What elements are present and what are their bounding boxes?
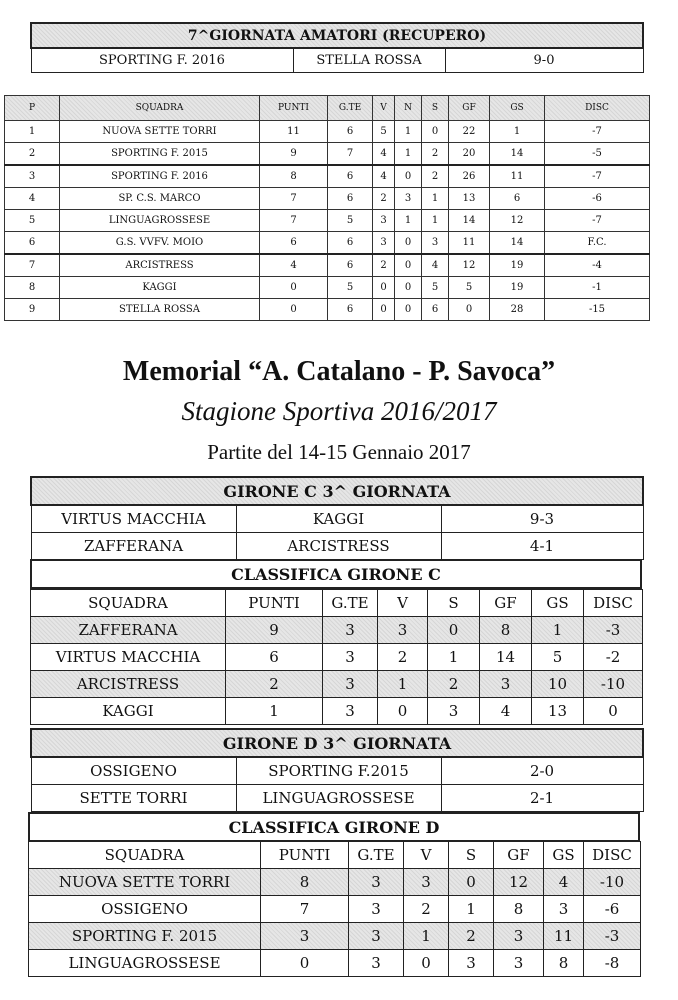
table-cell: 0 (404, 950, 449, 977)
table-row (5, 188, 650, 210)
match-row (31, 757, 643, 785)
table-cell: 12 (490, 210, 545, 232)
table-row (29, 896, 641, 923)
header-cell: DISC (584, 842, 641, 869)
girone-c-standings-table (30, 589, 643, 725)
standings-header-row (29, 842, 641, 869)
table-cell: -5 (545, 143, 650, 166)
girone-d-results (30, 728, 644, 812)
table-cell: 0 (395, 299, 422, 321)
match-row (31, 505, 643, 533)
table-cell: 6 (260, 232, 328, 255)
table-cell: 3 (5, 165, 60, 188)
table-cell: KAGGI (31, 698, 226, 725)
table-cell: 5 (422, 277, 449, 299)
table-cell: 8 (494, 896, 544, 923)
table-row (29, 950, 641, 977)
table-cell: 5 (328, 210, 373, 232)
table-cell: 1 (5, 121, 60, 143)
table-cell: 2 (378, 644, 428, 671)
header-cell: GS (544, 842, 584, 869)
table-cell: 14 (490, 232, 545, 255)
header-cell: GF (494, 842, 544, 869)
table-row (5, 277, 650, 299)
match-dates: Partite del 14-15 Gennaio 2017 (207, 440, 471, 464)
table-cell: -8 (584, 950, 641, 977)
table-cell: 8 (544, 950, 584, 977)
table-cell: 8 (261, 869, 349, 896)
table-cell: 3 (261, 923, 349, 950)
home-team: SETTE TORRI (31, 785, 236, 812)
table-row (31, 617, 643, 644)
table-cell: 1 (532, 617, 584, 644)
table-cell: 8 (5, 277, 60, 299)
home-team: VIRTUS MACCHIA (31, 505, 236, 533)
table-cell: 0 (373, 277, 395, 299)
table-cell: 6 (5, 232, 60, 255)
header-cell: P (5, 96, 60, 121)
away-team: STELLA ROSSA (293, 48, 445, 73)
table-cell: -10 (584, 869, 641, 896)
table-cell: 5 (5, 210, 60, 232)
table-cell: 28 (490, 299, 545, 321)
table-row (31, 671, 643, 698)
table-cell: 1 (404, 923, 449, 950)
girone-d-standings-heading (28, 812, 640, 842)
table-cell: 0 (261, 950, 349, 977)
table-cell: 19 (490, 254, 545, 277)
amatori-standings-table (4, 95, 650, 321)
table-cell: 8 (480, 617, 532, 644)
table-cell: 1 (395, 121, 422, 143)
table-cell: 6 (328, 121, 373, 143)
table-cell: 1 (422, 210, 449, 232)
header-cell: G.TE (349, 842, 404, 869)
table-cell: 5 (532, 644, 584, 671)
table-row (5, 121, 650, 143)
header-cell: GS (490, 96, 545, 121)
table-cell: LINGUAGROSSESE (29, 950, 261, 977)
header-cell: S (449, 842, 494, 869)
header-cell: GS (532, 590, 584, 617)
home-team: SPORTING F. 2016 (31, 48, 293, 73)
match-row (31, 785, 643, 812)
header-cell: G.TE (323, 590, 378, 617)
table-cell: SPORTING F. 2015 (29, 923, 261, 950)
table-cell: 9 (226, 617, 323, 644)
table-cell: 6 (422, 299, 449, 321)
table-cell: 1 (395, 143, 422, 166)
table-cell: 3 (378, 617, 428, 644)
table-cell: -1 (545, 277, 650, 299)
table-cell: 13 (532, 698, 584, 725)
table-cell: 3 (323, 617, 378, 644)
table-cell: 0 (422, 121, 449, 143)
standings-header-row (5, 96, 650, 121)
table-cell: 3 (323, 644, 378, 671)
table-cell: SPORTING F. 2015 (60, 143, 260, 166)
header-cell: GF (480, 590, 532, 617)
table-cell: 6 (328, 254, 373, 277)
header-cell: SQUADRA (31, 590, 226, 617)
table-cell: 2 (226, 671, 323, 698)
table-cell: 2 (422, 143, 449, 166)
table-cell: 2 (428, 671, 480, 698)
standings-title: CLASSIFICA GIRONE D (29, 813, 639, 841)
table-cell: 19 (490, 277, 545, 299)
table-cell: 3 (428, 698, 480, 725)
table-cell: NUOVA SETTE TORRI (29, 869, 261, 896)
table-cell: -3 (584, 923, 641, 950)
header-cell: S (422, 96, 449, 121)
header-cell: DISC (584, 590, 643, 617)
table-cell: SPORTING F. 2016 (60, 165, 260, 188)
table-cell: 22 (449, 121, 490, 143)
table-cell: -7 (545, 210, 650, 232)
table-cell: -2 (584, 644, 643, 671)
table-cell: 3 (422, 232, 449, 255)
home-team: ZAFFERANA (31, 533, 236, 560)
recupero-table (30, 22, 644, 73)
table-cell: 14 (480, 644, 532, 671)
table-cell: 0 (260, 299, 328, 321)
away-team: SPORTING F.2015 (236, 757, 441, 785)
girone-d-standings-table (28, 841, 641, 977)
table-row (5, 165, 650, 188)
table-cell: ZAFFERANA (31, 617, 226, 644)
table-cell: STELLA ROSSA (60, 299, 260, 321)
standings-body (29, 869, 641, 977)
header-cell: SQUADRA (29, 842, 261, 869)
table-row (5, 232, 650, 255)
table-cell: 1 (395, 210, 422, 232)
season-subtitle: Stagione Sportiva 2016/2017 (181, 396, 497, 426)
table-cell: 11 (490, 165, 545, 188)
header-cell: V (373, 96, 395, 121)
table-cell: NUOVA SETTE TORRI (60, 121, 260, 143)
table-cell: 7 (328, 143, 373, 166)
match-row (31, 533, 643, 560)
table-cell: 3 (494, 950, 544, 977)
table-cell: 4 (422, 254, 449, 277)
table-cell: LINGUAGROSSESE (60, 210, 260, 232)
table-cell: 0 (378, 698, 428, 725)
table-cell: 2 (404, 896, 449, 923)
table-cell: 3 (349, 869, 404, 896)
girone-c-results (30, 476, 644, 560)
table-cell: -3 (584, 617, 643, 644)
table-cell: 11 (449, 232, 490, 255)
table-cell: 2 (373, 254, 395, 277)
table-cell: 7 (261, 896, 349, 923)
standings-title: CLASSIFICA GIRONE C (31, 560, 641, 588)
standings-header-row (31, 590, 643, 617)
header-cell: PUNTI (260, 96, 328, 121)
table-cell: -4 (545, 254, 650, 277)
table-row (31, 698, 643, 725)
header-cell: GF (449, 96, 490, 121)
table-cell: 3 (544, 896, 584, 923)
table-cell: 4 (373, 143, 395, 166)
table-row (5, 299, 650, 321)
table-cell: 0 (395, 277, 422, 299)
table-row (5, 254, 650, 277)
table-cell: 7 (260, 210, 328, 232)
table-cell: 6 (490, 188, 545, 210)
table-cell: -7 (545, 121, 650, 143)
table-row (5, 210, 650, 232)
table-cell: 7 (260, 188, 328, 210)
match-score: 9-0 (445, 48, 643, 73)
match-score: 2-1 (441, 785, 643, 812)
table-cell: 0 (395, 254, 422, 277)
girone-c-standings-heading (30, 559, 642, 589)
table-cell: 14 (449, 210, 490, 232)
table-cell: 5 (449, 277, 490, 299)
table-cell: 3 (404, 869, 449, 896)
table-cell: 0 (428, 617, 480, 644)
table-cell: 9 (5, 299, 60, 321)
table-cell: ARCISTRESS (60, 254, 260, 277)
table-cell: 4 (5, 188, 60, 210)
table-cell: VIRTUS MACCHIA (31, 644, 226, 671)
table-cell: 11 (260, 121, 328, 143)
table-cell: 2 (5, 143, 60, 166)
header-cell: V (378, 590, 428, 617)
table-cell: -7 (545, 165, 650, 188)
table-cell: 14 (490, 143, 545, 166)
table-cell: 4 (373, 165, 395, 188)
table-cell: KAGGI (60, 277, 260, 299)
table-cell: 1 (449, 896, 494, 923)
table-cell: -10 (584, 671, 643, 698)
match-row (31, 48, 643, 73)
table-cell: -6 (584, 896, 641, 923)
table-cell: 6 (328, 232, 373, 255)
table-cell: 1 (378, 671, 428, 698)
away-team: ARCISTRESS (236, 533, 441, 560)
table-cell: 9 (260, 143, 328, 166)
table-cell: 6 (328, 299, 373, 321)
table-cell: 4 (480, 698, 532, 725)
table-cell: 6 (328, 188, 373, 210)
standings-body (31, 617, 643, 725)
table-cell: 3 (349, 896, 404, 923)
table-cell: 26 (449, 165, 490, 188)
table-cell: 3 (373, 232, 395, 255)
header-cell: S (428, 590, 480, 617)
match-score: 2-0 (441, 757, 643, 785)
table-cell: 4 (544, 869, 584, 896)
table-cell: 13 (449, 188, 490, 210)
header-cell: PUNTI (261, 842, 349, 869)
table-row (29, 869, 641, 896)
table-cell: 2 (422, 165, 449, 188)
table-cell: 12 (449, 254, 490, 277)
table-cell: 0 (373, 299, 395, 321)
table-cell: 2 (449, 923, 494, 950)
recupero-title: 7^GIORNATA AMATORI (RECUPERO) (31, 23, 643, 48)
header-cell: SQUADRA (60, 96, 260, 121)
table-cell: 0 (395, 165, 422, 188)
table-cell: 1 (490, 121, 545, 143)
table-cell: 6 (328, 165, 373, 188)
table-row (31, 644, 643, 671)
table-cell: 3 (323, 671, 378, 698)
table-cell: 5 (373, 121, 395, 143)
table-cell: G.S. VVFV. MOIO (60, 232, 260, 255)
table-cell: 0 (584, 698, 643, 725)
table-cell: 4 (260, 254, 328, 277)
table-cell: 0 (449, 299, 490, 321)
header-cell: V (404, 842, 449, 869)
table-cell: 3 (349, 950, 404, 977)
table-cell: 8 (260, 165, 328, 188)
table-cell: 6 (226, 644, 323, 671)
table-cell: 1 (226, 698, 323, 725)
table-cell: 3 (373, 210, 395, 232)
table-row (5, 143, 650, 166)
table-cell: 3 (494, 923, 544, 950)
girone-d-title: GIRONE D 3^ GIORNATA (31, 729, 643, 757)
memorial-title: Memorial “A. Catalano - P. Savoca” (122, 356, 556, 387)
table-cell: -15 (545, 299, 650, 321)
table-cell: 3 (323, 698, 378, 725)
standings-body (5, 121, 650, 321)
table-cell: ARCISTRESS (31, 671, 226, 698)
table-cell: 0 (395, 232, 422, 255)
table-cell: 1 (422, 188, 449, 210)
table-cell: 2 (373, 188, 395, 210)
match-score: 9-3 (441, 505, 643, 533)
match-score: 4-1 (441, 533, 643, 560)
table-cell: 7 (5, 254, 60, 277)
table-cell: 12 (494, 869, 544, 896)
table-cell: 0 (260, 277, 328, 299)
table-cell: 20 (449, 143, 490, 166)
table-cell: -6 (545, 188, 650, 210)
table-cell: SP. C.S. MARCO (60, 188, 260, 210)
table-cell: 3 (480, 671, 532, 698)
table-cell: F.C. (545, 232, 650, 255)
table-cell: 10 (532, 671, 584, 698)
header-cell: N (395, 96, 422, 121)
home-team: OSSIGENO (31, 757, 236, 785)
girone-c-title: GIRONE C 3^ GIORNATA (31, 477, 643, 505)
table-cell: 3 (449, 950, 494, 977)
table-cell: 3 (349, 923, 404, 950)
table-cell: 3 (395, 188, 422, 210)
table-cell: OSSIGENO (29, 896, 261, 923)
table-cell: 0 (449, 869, 494, 896)
header-cell: DISC (545, 96, 650, 121)
away-team: KAGGI (236, 505, 441, 533)
table-cell: 1 (428, 644, 480, 671)
table-cell: 5 (328, 277, 373, 299)
table-row (29, 923, 641, 950)
away-team: LINGUAGROSSESE (236, 785, 441, 812)
header-cell: G.TE (328, 96, 373, 121)
header-cell: PUNTI (226, 590, 323, 617)
table-cell: 11 (544, 923, 584, 950)
